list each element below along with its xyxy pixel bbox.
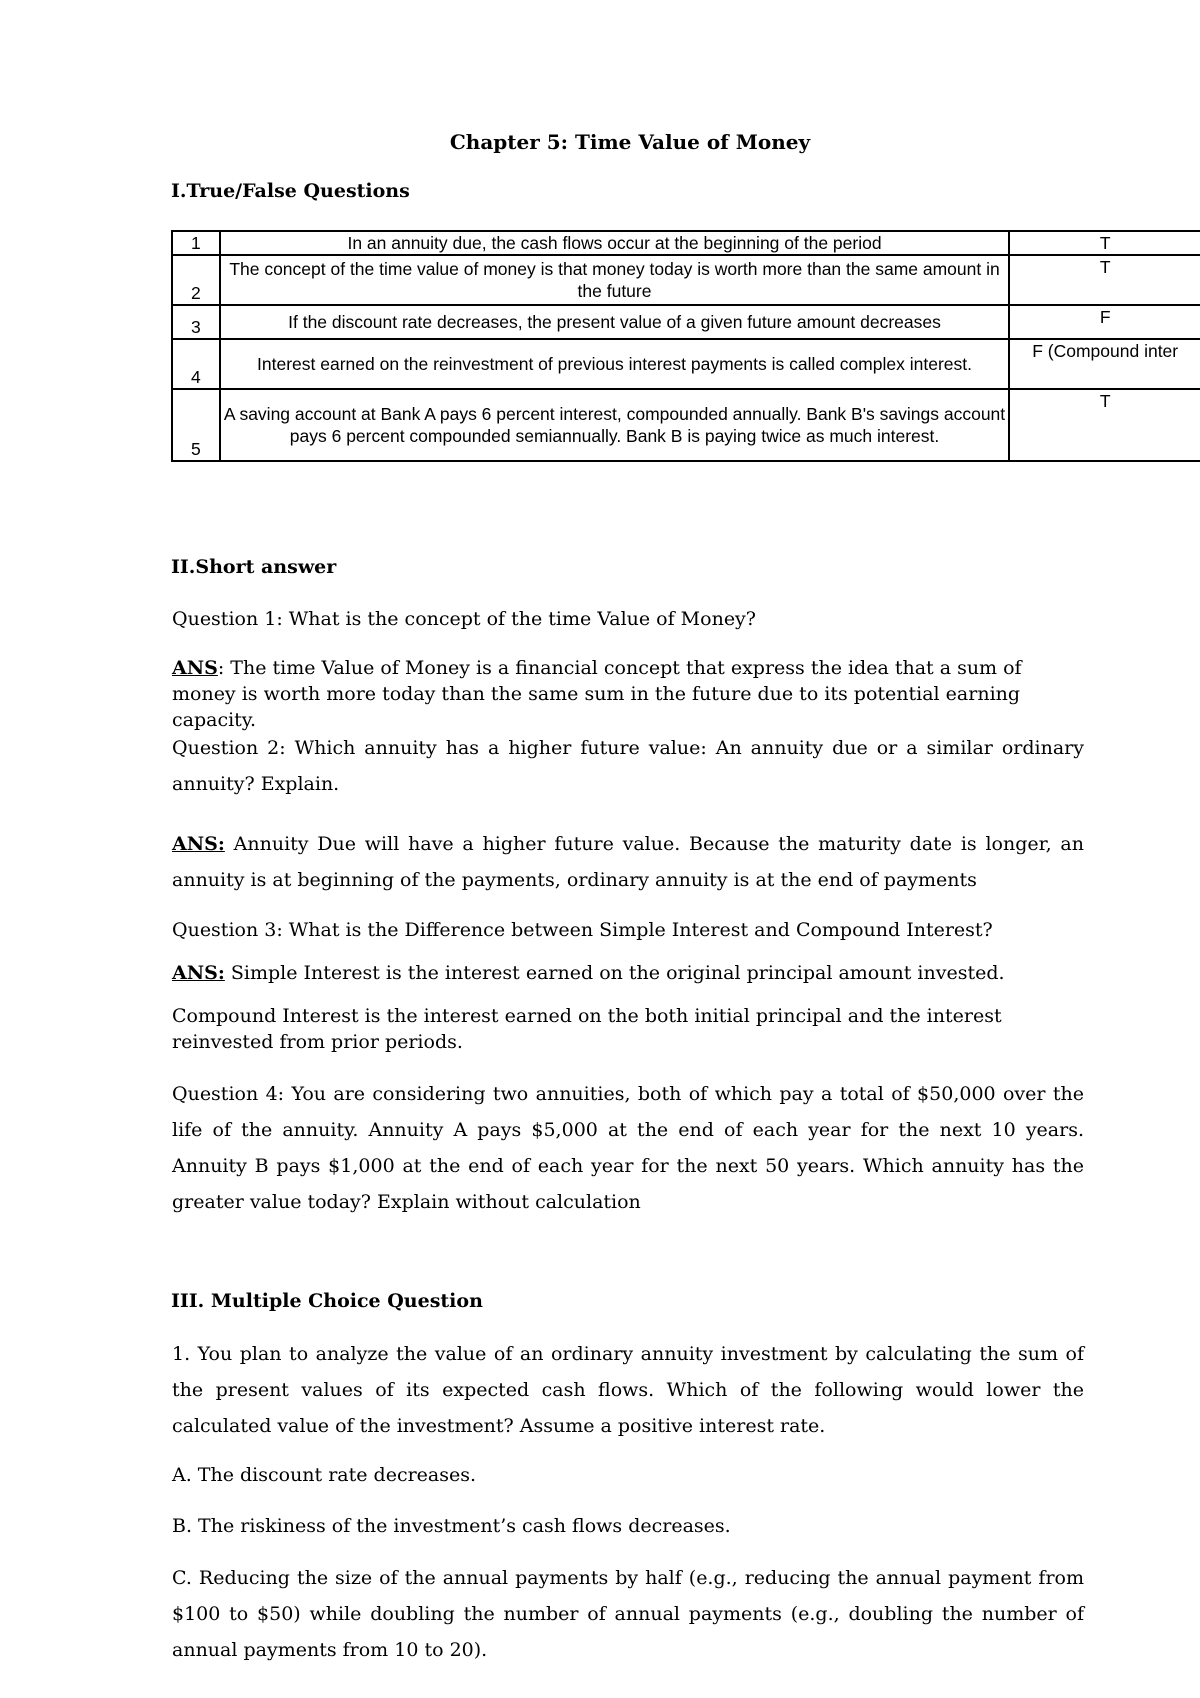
row-question: In an annuity due, the cash flows occur at the beginning of the period <box>220 231 1010 255</box>
answer-label: ANS: <box>172 833 225 855</box>
table-row <box>172 339 1200 389</box>
answer-label: ANS: <box>172 962 225 984</box>
section-heading-multiple-choice: III. Multiple Choice Question <box>171 1290 483 1312</box>
row-answer: T <box>1009 231 1200 255</box>
row-question: Interest earned on the reinvestment of previous interest payments is called complex interest. <box>220 339 1010 389</box>
question-4: Question 4: You are considering two annuities, both of which pay a total of $50,000 over the life of the annuity. Annuity A pays $5,000 at the end of each year for the next 10 years. Annuity B pays $1,000 at the end of each year for the next 50 years. Which annuity has the greater value today? Explain without calculation <box>172 1083 1084 1213</box>
row-answer: F <box>1009 305 1200 339</box>
row-question: The concept of the time value of money is that money today is worth more than the same amount in the future <box>220 255 1010 305</box>
answer-1 <box>172 655 1084 733</box>
table-row <box>172 389 1200 461</box>
row-number: 5 <box>172 389 220 461</box>
mc-option-b: B. The riskiness of the investment’s cash flows decreases. <box>172 1515 731 1537</box>
true-false-table <box>171 230 1200 462</box>
answer-3-continued: Compound Interest is the interest earned on the both initial principal and the interest reinvested from prior periods. <box>172 1005 1002 1053</box>
row-answer: T <box>1009 255 1200 305</box>
question-3: Question 3: What is the Difference between Simple Interest and Compound Interest? <box>172 919 993 941</box>
row-number: 2 <box>172 255 220 305</box>
answer-text: Simple Interest is the interest earned on the original principal amount invested. <box>224 962 1005 984</box>
row-answer: F (Compound inter <box>1009 339 1200 389</box>
mc-question-1: 1. You plan to analyze the value of an ordinary annuity investment by calculating the sum of the present values of its expected cash flows. Which of the following would lower the calculated value of the investment? Assume a positive interest rate. <box>172 1343 1084 1437</box>
table-row <box>172 305 1200 339</box>
answer-label: ANS <box>172 657 218 679</box>
page-title: Chapter 5: Time Value of Money <box>449 130 811 154</box>
row-number: 4 <box>172 339 220 389</box>
table-row <box>172 231 1200 255</box>
section-heading-short-answer: II.Short answer <box>171 556 337 578</box>
answer-3 <box>172 960 1084 986</box>
row-question: If the discount rate decreases, the present value of a given future amount decreases <box>220 305 1010 339</box>
answer-text: : The time Value of Money is a financial concept that express the idea that a sum of money is worth more today than the same sum in the future due to its potential earning capacity. <box>172 657 1022 731</box>
section-heading-true-false: I.True/False Questions <box>171 180 410 202</box>
row-number: 1 <box>172 231 220 255</box>
question-2: Question 2: Which annuity has a higher future value: An annuity due or a similar ordinary annuity? Explain. <box>172 737 1084 795</box>
row-number: 3 <box>172 305 220 339</box>
row-answer: T <box>1009 389 1200 461</box>
answer-2 <box>172 826 1084 898</box>
row-question: A saving account at Bank A pays 6 percent interest, compounded annually. Bank B's savings account pays 6 percent compounded semiannually. Bank B is paying twice as much interest. <box>220 389 1010 461</box>
mc-option-a: A. The discount rate decreases. <box>172 1464 477 1486</box>
answer-text: Annuity Due will have a higher future value. Because the maturity date is longer, an annuity is at beginning of the payments, ordinary annuity is at the end of payments <box>172 833 1084 891</box>
mc-option-c: C. Reducing the size of the annual payments by half (e.g., reducing the annual payment from $100 to $50) while doubling the number of annual payments (e.g., doubling the number of annual payments from 10 to 20). <box>172 1567 1084 1661</box>
question-1: Question 1: What is the concept of the time Value of Money? <box>172 608 756 630</box>
table-row <box>172 255 1200 305</box>
